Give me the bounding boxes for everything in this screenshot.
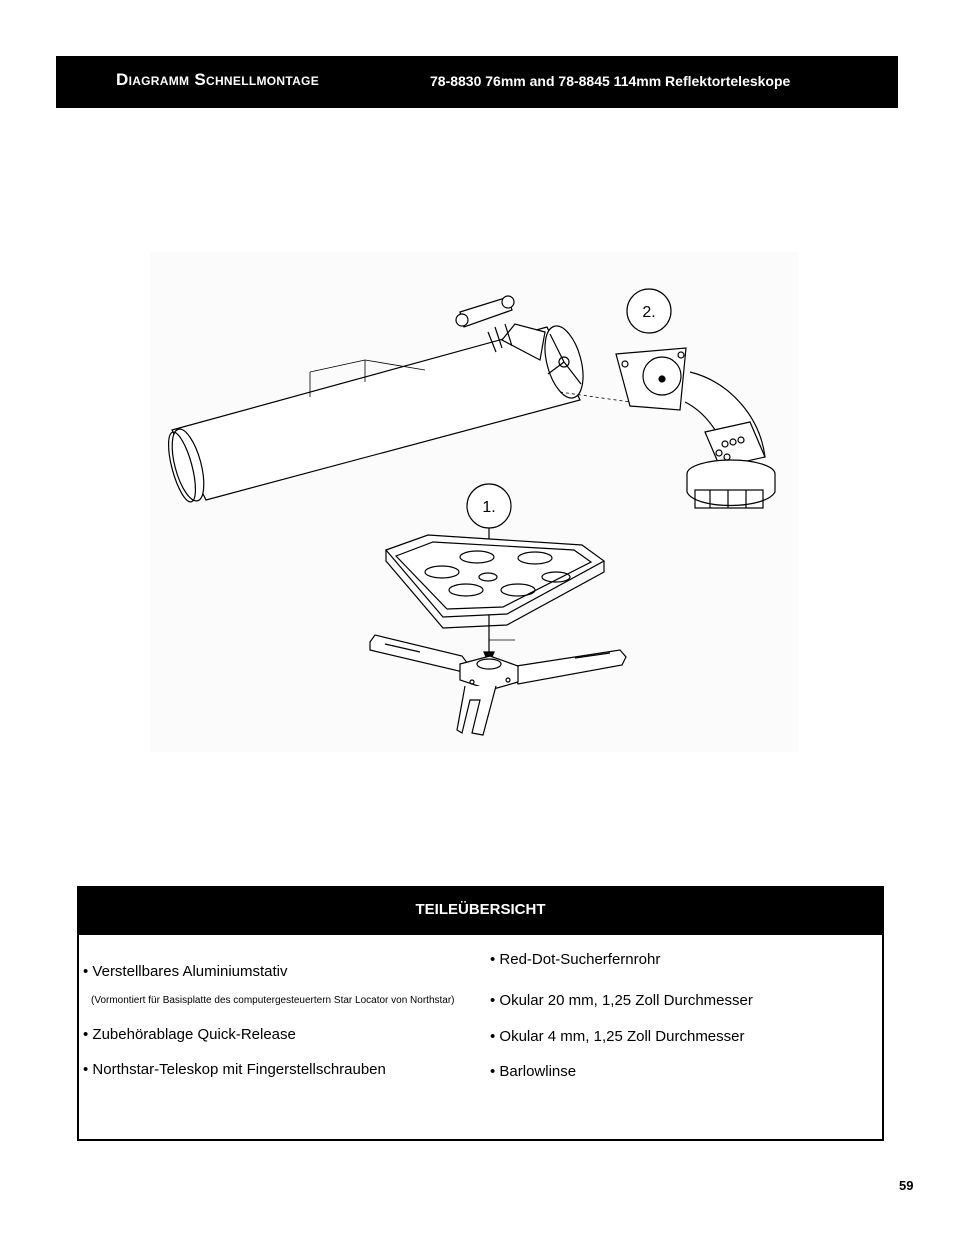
step-1-label: 1. <box>482 499 496 516</box>
part-item-telescope: • Northstar-Teleskop mit Fingerstellschrauben <box>83 1061 386 1078</box>
page-number: 59 <box>899 1178 914 1193</box>
parts-header <box>79 888 882 935</box>
mount-head <box>616 348 775 508</box>
part-item-barlow: • Barlowlinse <box>490 1063 577 1080</box>
assembly-illustration <box>150 252 799 752</box>
parts-heading: TEILEÜBERSICHT <box>415 901 546 918</box>
model-subtitle: 78-8830 76mm and 78-8845 114mm Reflektorteleskope <box>430 73 791 89</box>
parts-overview <box>77 886 884 1141</box>
assembly-diagram <box>150 252 799 752</box>
header-bar <box>56 56 898 108</box>
accessory-tray <box>386 535 604 664</box>
part-item-finder: • Red-Dot-Sucherfernrohr <box>490 951 661 968</box>
tripod-base <box>370 635 626 735</box>
part-item-eyepiece-20mm: • Okular 20 mm, 1,25 Zoll Durchmesser <box>490 992 753 1009</box>
part-item-accessory-tray: • Zubehörablage Quick-Release <box>83 1026 296 1043</box>
part-item-eyepiece-4mm: • Okular 4 mm, 1,25 Zoll Durchmesser <box>490 1028 745 1045</box>
step-2-label: 2. <box>642 304 656 321</box>
telescope-tube <box>163 296 630 504</box>
step-2-callout <box>627 289 671 333</box>
page-title: Diagramm Schnellmontage <box>116 70 319 89</box>
part-item-tripod-note: (Vormontiert für Basisplatte des computergesteuertern Star Locator von Northstar) <box>91 995 455 1006</box>
part-item-tripod: • Verstellbares Aluminiumstativ <box>83 963 288 980</box>
